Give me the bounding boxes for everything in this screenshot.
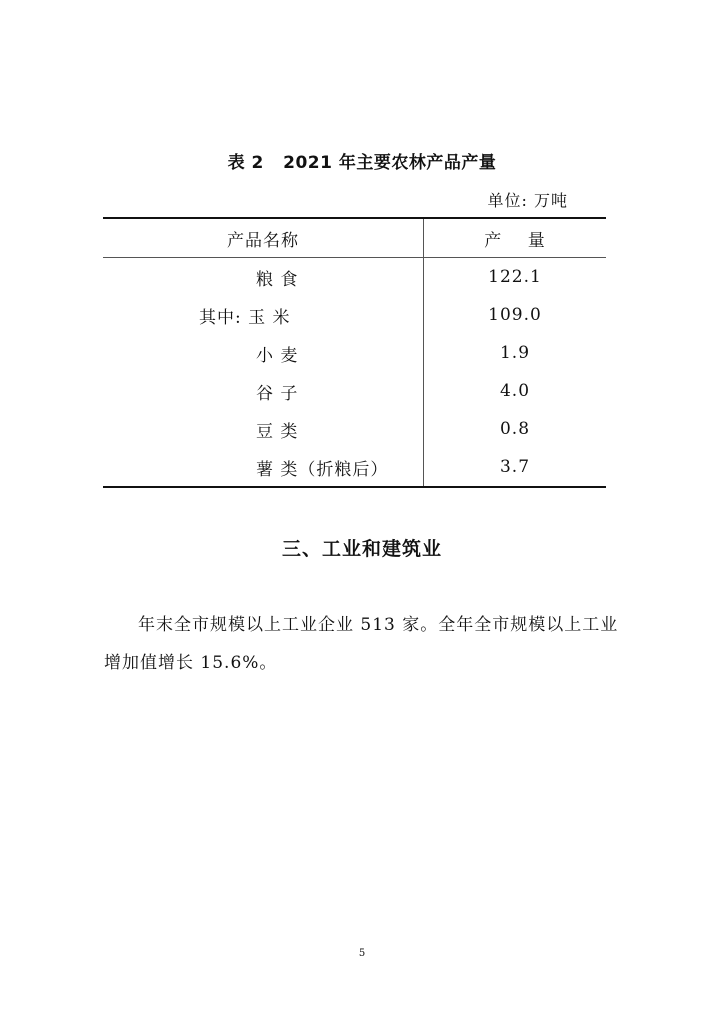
table-caption: 表 2 2021 年主要农林产品产量 [227,153,497,173]
table-row [103,410,606,448]
table-row [103,334,606,372]
row-value: 3.7 [499,457,531,477]
row-name: 粮 食 [103,258,424,296]
row-name: 豆 类 [103,410,424,448]
header-output: 产 量 [484,230,546,251]
row-value: 109.0 [488,305,542,325]
table-row [103,258,606,296]
table-unit: 单位: 万吨 [487,191,568,210]
table-row [103,296,606,334]
section-title: 三、工业和建筑业 [281,538,442,560]
row-name: 薯 类（折粮后） [103,448,424,486]
production-table [103,217,606,488]
table-row [103,372,606,410]
table-row [103,448,606,486]
body-paragraph: 年末全市规模以上工业企业 513 家。全年全市规模以上工业增加值增长 15.6%。 [104,615,619,673]
row-name: 谷 子 [103,372,424,410]
row-value: 4.0 [499,381,531,401]
row-value: 0.8 [499,419,531,439]
table-header-row [103,219,606,258]
page-number: 5 [358,948,366,959]
row-name: 其中: 玉 米 [103,296,424,334]
row-value: 1.9 [499,343,531,363]
row-name: 小 麦 [103,334,424,372]
header-product-name: 产品名称 [103,219,424,257]
row-value: 122.1 [488,267,542,287]
